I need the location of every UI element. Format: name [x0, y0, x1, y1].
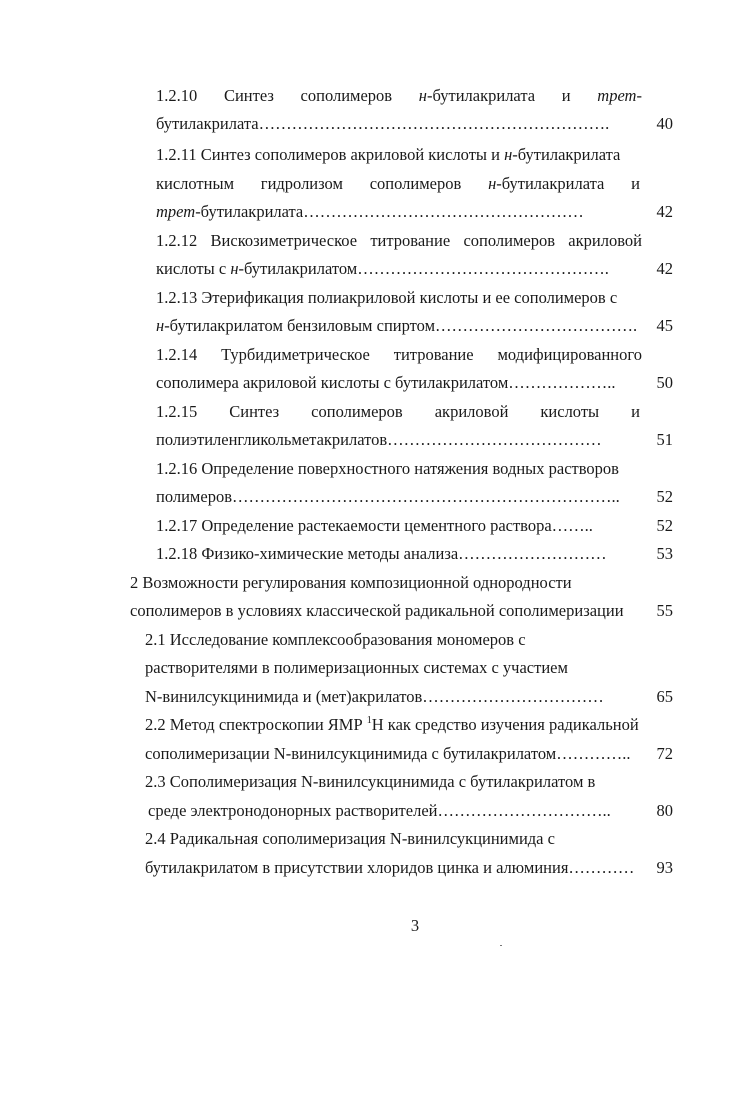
- toc-chapter-2-line2: сополимеров в условиях классической радикальной сополимеризации: [130, 601, 624, 620]
- toc-page-number: 55: [656, 601, 673, 620]
- toc-page-number: 72: [656, 744, 673, 763]
- entry-number: 1.2.10: [156, 86, 198, 105]
- toc-section-2-2-line1: 2.2 Метод спектроскопии ЯМР $^1$Н как средство изучения радикальной: [145, 715, 639, 734]
- toc-entry-1-2-18: 1.2.18 Физико-химические методы анализа………………………: [156, 544, 607, 563]
- toc-entry-1-2-15-line2: полиэтиленгликольметакрилатов…………………………………: [156, 430, 602, 449]
- toc-page-number: 40: [656, 114, 673, 133]
- toc-entry-1-2-10-line2: бутилакрилата……………………………………………………….: [156, 114, 610, 133]
- toc-entry-1-2-12-line2: кислоты с н-бутилакрилатом……………………………………….: [156, 259, 609, 278]
- toc-section-2-1-line3: N-винилсукцинимида и (мет)акрилатов……………………………: [145, 687, 604, 706]
- word: акриловой: [568, 231, 642, 250]
- toc-entry-1-2-15-line1: [156, 402, 640, 422]
- toc-page-number: 51: [656, 430, 673, 449]
- toc-page-number: 53: [656, 544, 673, 563]
- word: гидролизом: [260, 174, 343, 193]
- word: сополимеров: [300, 86, 393, 105]
- toc-section-2-2-line2: сополимеризации N-винилсукцинимида с бутилакрилатом…………..: [145, 744, 631, 763]
- toc-entry-1-2-11-line2: [156, 174, 640, 194]
- entry-number: 1.2.12: [156, 231, 198, 250]
- word: кислотным: [156, 174, 235, 193]
- entry-number: 1.2.15: [156, 402, 198, 421]
- word: акриловой: [434, 402, 509, 421]
- word: и: [561, 86, 571, 105]
- toc-section-2-3-line1: 2.3 Сополимеризация N-винилсукцинимида с бутилакрилатом в: [145, 772, 596, 791]
- word: н-бутилакрилата: [488, 174, 605, 193]
- toc-section-2-1-line1: 2.1 Исследование комплексообразования мономеров с: [145, 630, 526, 649]
- toc-page-number: 52: [656, 487, 673, 506]
- toc-entry-1-2-13-line1: 1.2.13 Этерификация полиакриловой кислоты и ее сополимеров с: [156, 288, 618, 307]
- word: модифицированного: [497, 345, 642, 364]
- toc-page-number: 93: [656, 858, 673, 877]
- word: титрование: [370, 231, 451, 250]
- toc-page-number: 52: [656, 516, 673, 535]
- toc-entry-1-2-11-line3: трет-бутилакрилата……………………………………………: [156, 202, 584, 221]
- toc-section-2-3-line2: среде электронодонорных растворителей…………………………..: [148, 801, 611, 820]
- toc-entry-1-2-14-line2: сополимера акриловой кислоты с бутилакрилатом………………..: [156, 373, 616, 392]
- word: титрование: [393, 345, 474, 364]
- word: и: [631, 174, 640, 193]
- word: кислоты: [540, 402, 600, 421]
- word: трет-: [597, 86, 642, 105]
- toc-page-number: 42: [656, 202, 673, 221]
- word: сополимеров: [463, 231, 556, 250]
- toc-page-number: 45: [656, 316, 673, 335]
- toc-entry-1-2-11-line1: 1.2.11 Синтез сополимеров акриловой кислоты и н-бутилакрилата: [156, 145, 621, 164]
- toc-entry-1-2-16-line2: полимеров……………………………………………………………..: [156, 487, 620, 506]
- word: н-бутилакрилата: [418, 86, 536, 105]
- toc-section-2-1-line2: растворителями в полимеризационных системах с участием: [145, 658, 568, 677]
- word: Вискозиметрическое: [210, 231, 358, 250]
- toc-section-2-4-line1: 2.4 Радикальная сополимеризация N-винилсукцинимида с: [145, 829, 555, 848]
- toc-entry-1-2-13-line2: н-бутилакрилатом бензиловым спиртом……………………………….: [156, 316, 638, 335]
- entry-number: 1.2.14: [156, 345, 198, 364]
- word: Турбидиметрическое: [221, 345, 370, 364]
- toc-section-2-4-line2: бутилакрилатом в присутствии хлоридов цинка и алюминия…………: [145, 858, 635, 877]
- toc-page-number: 50: [656, 373, 673, 392]
- word: и: [631, 402, 640, 421]
- word: сополимеров: [369, 174, 462, 193]
- toc-entry-1-2-14-line1: [156, 345, 642, 365]
- word: Синтез: [229, 402, 280, 421]
- toc-entry-1-2-10-line1: [156, 86, 642, 106]
- toc-entry-1-2-16-line1: 1.2.16 Определение поверхностного натяжения водных растворов: [156, 459, 619, 478]
- toc-entry-1-2-12-line1: [156, 231, 642, 251]
- word: Синтез: [223, 86, 274, 105]
- toc-page-number: 65: [656, 687, 673, 706]
- toc-page-number: 42: [656, 259, 673, 278]
- toc-entry-1-2-17: 1.2.17 Определение растекаемости цементного раствора……..: [156, 516, 593, 535]
- toc-page-number: 80: [656, 801, 673, 820]
- scan-speck: [500, 945, 502, 946]
- word: сополимеров: [311, 402, 403, 421]
- toc-chapter-2-line1: 2 Возможности регулирования композиционной однородности: [130, 573, 572, 592]
- page-number: 3: [410, 916, 420, 935]
